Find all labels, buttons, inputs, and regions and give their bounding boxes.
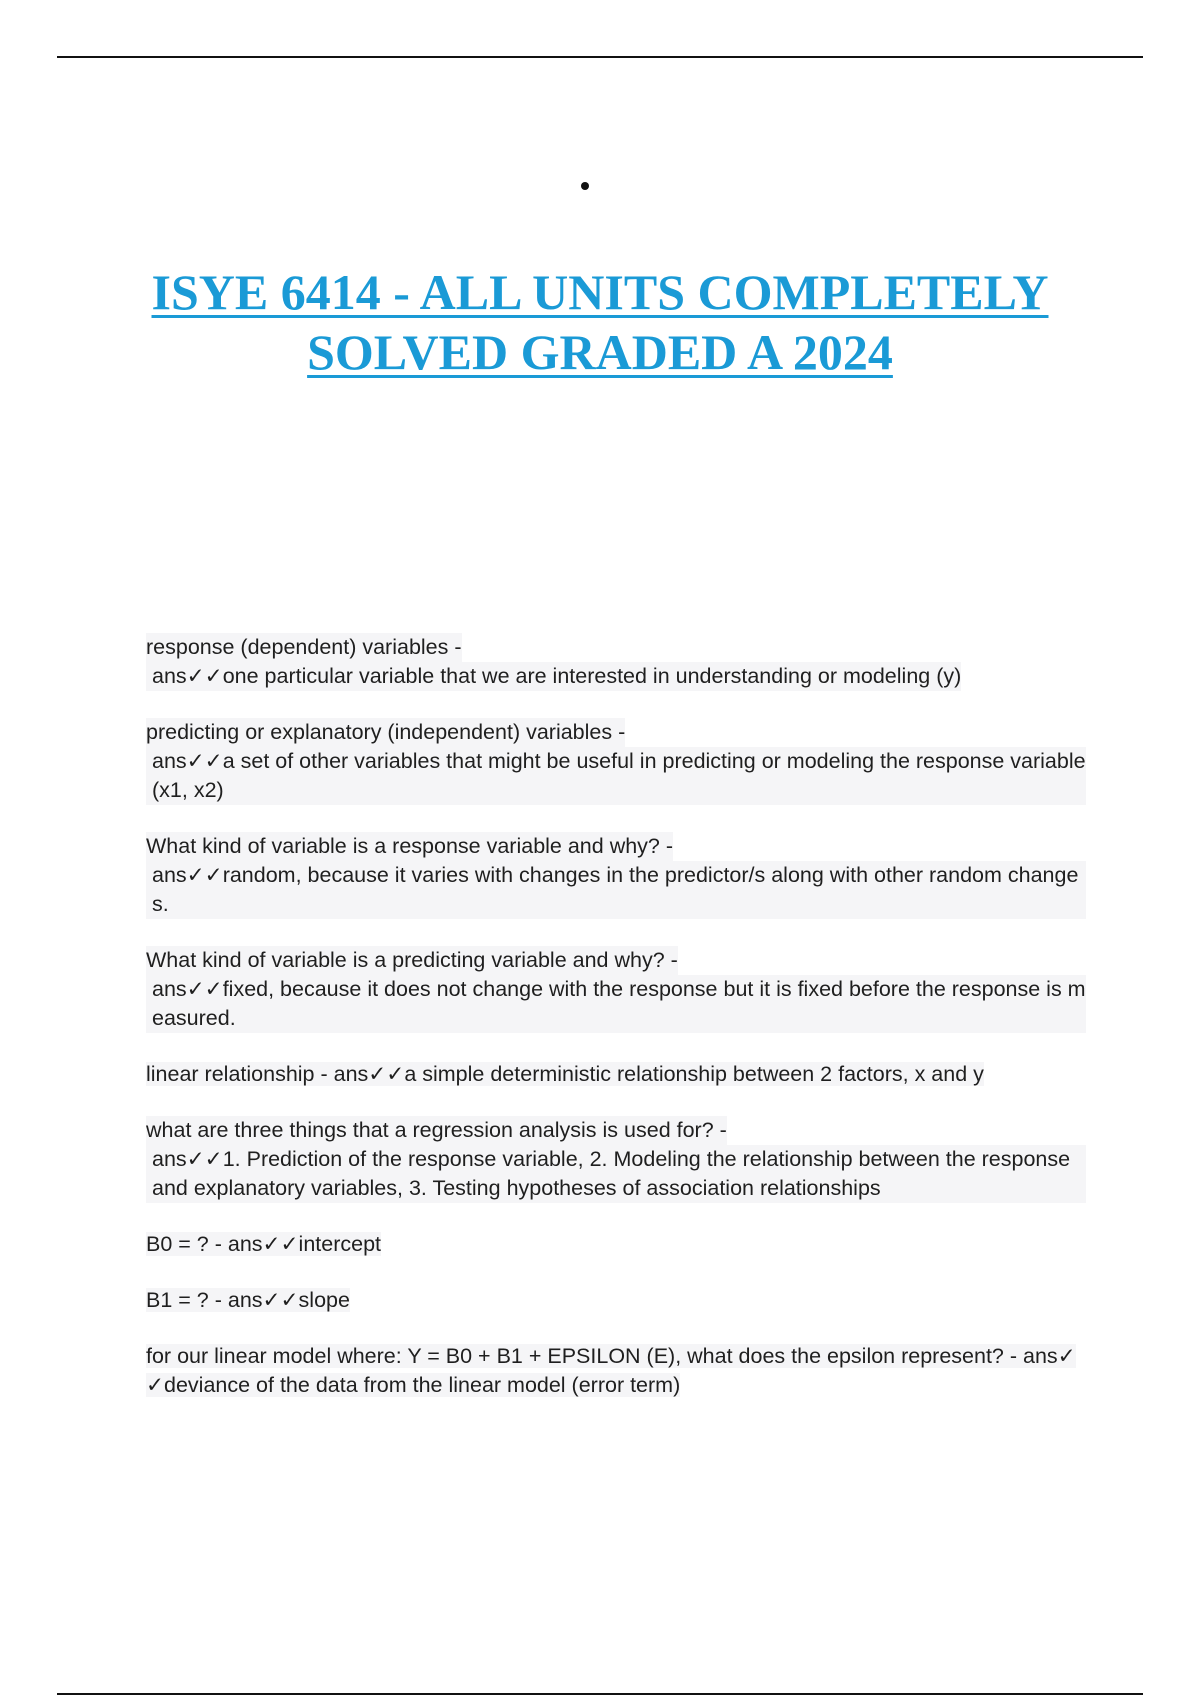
header-rule [57,56,1143,58]
qa-inline-text: B0 = ? - ans✓✓intercept [146,1232,382,1256]
qa-question: predicting or explanatory (independent) variables - [146,718,625,747]
qa-question: What kind of variable is a predicting variable and why? - [146,946,678,975]
qa-item [146,1230,1086,1259]
qa-answer: ans✓✓fixed, because it does not change with the response but it is fixed before the response is measured. [146,975,1086,1033]
qa-item [146,1342,1086,1400]
qa-item [146,1060,1086,1089]
qa-item [146,832,1086,919]
title-line-1: ISYE 6414 - ALL UNITS COMPLETELY [151,264,1049,320]
document-title [120,262,1080,382]
qa-inline-text: linear relationship - ans✓✓a simple deterministic relationship between 2 factors, x and y [146,1062,984,1086]
title-line-2: SOLVED GRADED A 2024 [307,324,893,380]
qa-answer: ans✓✓one particular variable that we are interested in understanding or modeling (y) [146,662,961,691]
footer-rule [57,1693,1143,1695]
qa-question: what are three things that a regression analysis is used for? - [146,1116,727,1145]
qa-question: response (dependent) variables - [146,633,462,662]
qa-answer: ans✓✓1. Prediction of the response variable, 2. Modeling the relationship between the response and explanatory variables, 3. Testing hypotheses of association relationships [146,1145,1086,1203]
qa-item [146,1286,1086,1315]
qa-list [146,633,1086,1427]
qa-item [146,633,1086,691]
qa-answer: ans✓✓random, because it varies with changes in the predictor/s along with other random changes. [146,861,1086,919]
qa-question: What kind of variable is a response variable and why? - [146,832,673,861]
qa-item [146,718,1086,805]
bullet-dot [581,182,589,190]
qa-inline-text: for our linear model where: Y = B0 + B1 + EPSILON (E), what does the epsilon represent? - ans✓✓deviance of the data from the linear model (error term) [146,1344,1076,1397]
qa-item [146,946,1086,1033]
qa-inline-text: B1 = ? - ans✓✓slope [146,1288,350,1312]
qa-answer: ans✓✓a set of other variables that might be useful in predicting or modeling the response variable (x1, x2) [146,747,1086,805]
qa-item [146,1116,1086,1203]
